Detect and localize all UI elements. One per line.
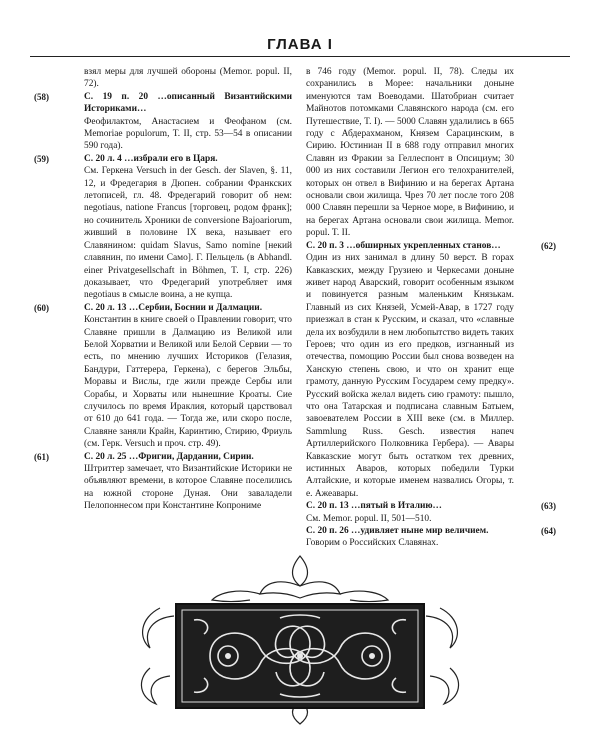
title-rule	[30, 56, 570, 57]
note-number: (60)	[34, 302, 49, 313]
note-entry	[306, 525, 556, 550]
chapter-title: ГЛАВА I	[267, 36, 333, 53]
note-number: (59)	[34, 153, 49, 164]
note-entry	[34, 451, 292, 513]
note-text: Говорим о Российских Славянах.	[306, 538, 439, 549]
note-number: (64)	[541, 526, 556, 537]
note-heading: С. 20 л. 25 …Фригии, Дардании, Сирии.	[84, 451, 254, 462]
note-text: Один из них занимал в длину 50 верст. В горах Кавказских, между Грузиею и Черкесами доныне живет народ Аварский, говорит особенным языком и повинуется разным маленьким Князькам. Главный из сих Князей, Усмей-Авар, в 1727 году приезжал в стан к Русским, и сказал, что «славные дела их возбудили в нем любопытство видеть таких Героев; что один из его предков, изгнанный из отечества, помощию России был снова возведен на Ханскую степень свою, и что он хранит еще грамоту, данную Русским Государем сему предку». Русский войска желал видеть сию грамоту: пышло, что она Татарская и подписана славным Батыем, завоевателем России в XIII веке (см. в Миллер. Sammlung Russ. Gesch. известия напеч Артиллерийского Полковника Гербера). — Авары Кавказские могут быть остатком тех древних, истинных Аваров, которых победили Турки Алтайские, и которые именем назвались Огоры, т. е. Ажеавары.	[306, 253, 514, 499]
note-entry	[34, 302, 292, 451]
note-entry	[306, 240, 556, 501]
note-heading: С. 20 п. 3 …обширных укрепленных станов…	[306, 240, 501, 251]
note-heading: С. 19 п. 20 …описанный Византийскими Историками…	[84, 91, 292, 115]
note-heading: С. 20 л. 13 …Сербии, Боснии и Далмации.	[84, 302, 263, 313]
note-text: Феофилактом, Анастасием и Феофаном (см. Memoriae populorum, T. II, стр. 53—54 в описании 590 года).	[84, 116, 292, 152]
note-heading: С. 20 п. 13 …пятый в Италию…	[306, 501, 442, 512]
note-entry	[34, 91, 292, 153]
left-column	[34, 66, 292, 513]
note-text: в 746 году (Memor. popul. II, 78). Следы их сохранились в Морее: начальники доныне именуются там Воеводами. Шатобриан считает Майнотов потомками Славянского народа (см. его Путешествие, T. I). — 5000 Славян удалились в 665 году с Абдерахманом, Князем Сарацинским, в Сирию. Юстиниан II в 688 году отправил многих Славян из Фракии за Геллеспонт в Опсициум; 30 000 из них составили Легион его телохранителей, которых он отвел в Вифинию и на берегах Артана основали свои жилища. Чрез 70 лет после того 208 000 Славян перешли за Черное море, в Вифинию, и на берегах Артана основали свои жилища. Memor. popul. T. II.	[306, 67, 514, 239]
note-number: (61)	[34, 451, 49, 462]
note-number: (63)	[541, 501, 556, 512]
note-heading: С. 20 л. 4 …избрали его в Царя.	[84, 153, 218, 164]
decorative-ornament	[120, 548, 480, 738]
note-entry	[306, 66, 514, 240]
note-text: См. Memor. popul. II, 501—510.	[306, 513, 432, 524]
note-text: Константин в книге своей о Правлении говорит, что Славяне пришли в Далмацию из Великой или Белой Хорватии и Великой или Белой Сервии — то есть, по мнению лучших Историков (Гелазия, Бандури, Гаттерера, Геркена), с берегов Эльбы, Моравы и Вислы, где жили прежде Сербы или Сорабы, и Хорваты или нынешние Кроаты. Сие случилось по время Ираклия, который царствовал от 610 до 641 года. — Тогда же, или скоро после, Славяне заняли Крайн, Каринтию, Стирию, Фриуль (см. Герк. Versuch и проч. стр. 49).	[84, 315, 292, 450]
note-text: См. Геркена Versuch in der Gesch. der Slaven, §. 11, 12, и Фредегария в Дюпен. собрании Франкских летописей, гл. 48. Фредегарий говорит об нем: negotiaus, natione Francus [торговец, родом франк]; но сочинитель Хроники de conversione Bajoariorum, живший в половине IX века, называет его Славянином: quidam Slavus, Samo nomine [некий славянин, по имени Само]. Г. Пельцель (в Abhandl. einer Privatgesellschaft in Böhmen, T. I, стр. 226) доказывает, что Фредегарий употребляет имя negotiaus в смысле воина, а не купца.	[84, 166, 292, 301]
note-number: (58)	[34, 91, 49, 102]
note-entry	[306, 500, 556, 525]
note-entry	[34, 153, 292, 302]
right-column	[306, 66, 556, 550]
note-text: взял меры для лучшей обороны (Memor. popul. II, 72).	[84, 67, 292, 90]
note-number: (62)	[541, 240, 556, 251]
note-heading: С. 20 п. 26 …удивляет ныне мир величием.	[306, 526, 489, 537]
note-entry	[84, 66, 292, 91]
note-text: Штриттер замечает, что Византийские Историки не объявляют времени, в которое Славяне поселились на южной стороне Дуная. Они заваладели Пелопоннесом при Константине Копрониме	[84, 464, 292, 512]
